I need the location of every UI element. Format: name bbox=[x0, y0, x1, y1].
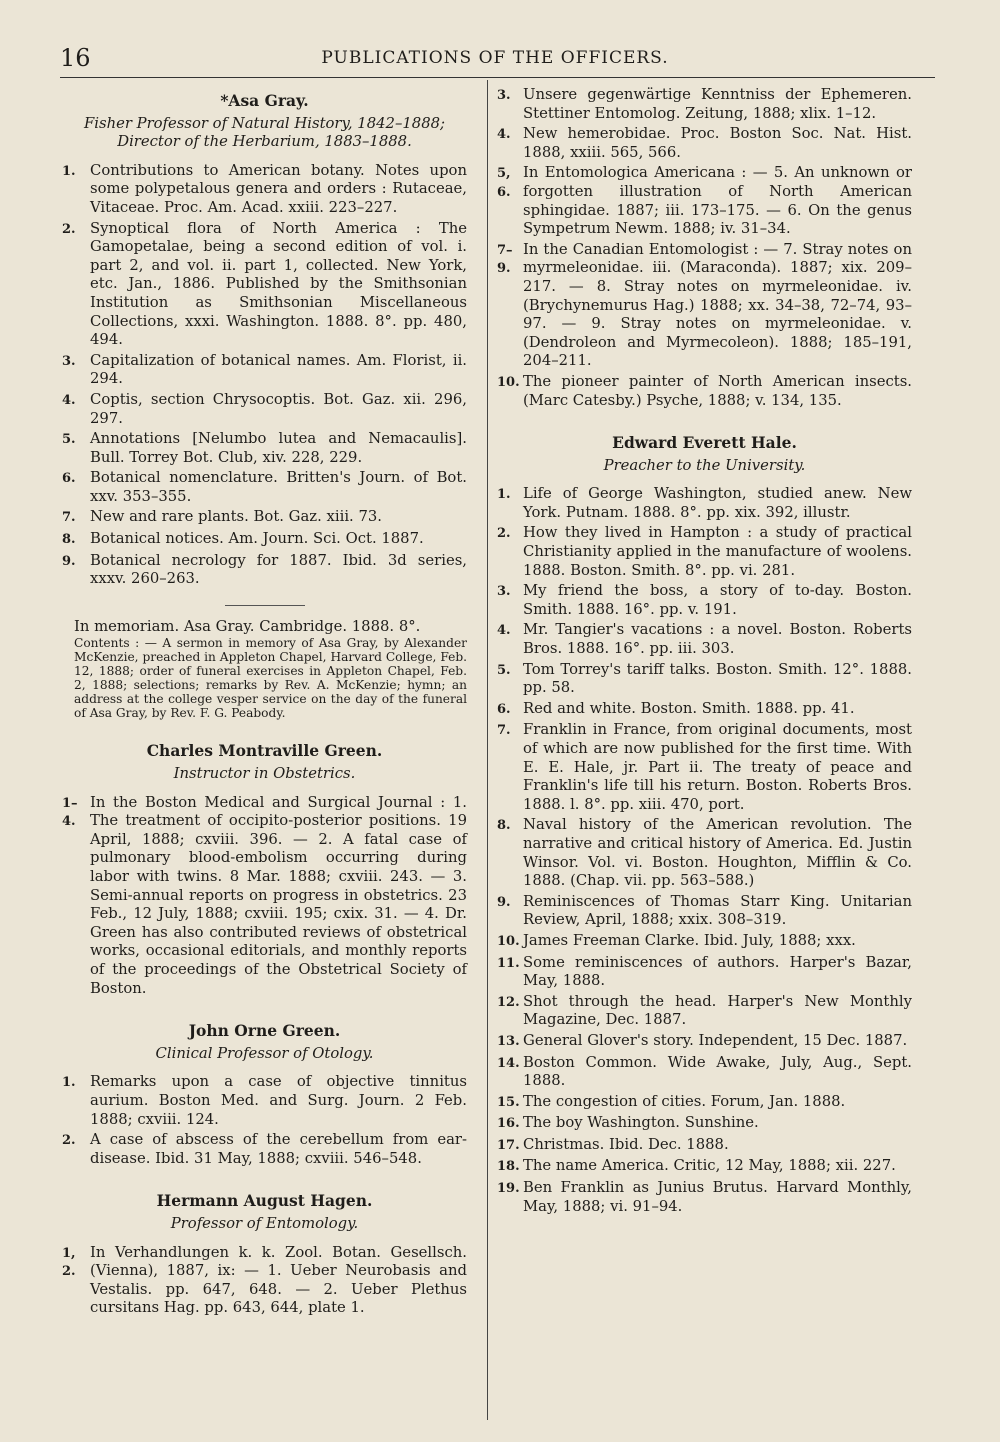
entry-text: Botanical notices. Am. Journ. Sci. Oct. 1887. bbox=[90, 530, 424, 548]
entry-number: 9. bbox=[62, 553, 76, 569]
bibliography-entry bbox=[62, 508, 467, 528]
officer-name-jogreen: John Orne Green. bbox=[188, 1021, 341, 1041]
memoriam-title: In memoriam. Asa Gray. Cambridge. 1888. 8°. bbox=[74, 617, 421, 635]
bibliography-entry bbox=[497, 661, 912, 698]
entry-number: 7–9. bbox=[497, 242, 513, 277]
bibliography-entry bbox=[497, 164, 912, 238]
entry-text: My friend the boss, a story of to-day. Boston. Smith. 1888. 16°. pp. v. 191. bbox=[523, 582, 912, 618]
entry-number: 13. bbox=[497, 1033, 520, 1049]
entry-number: 18. bbox=[497, 1159, 520, 1175]
entry-text: The name America. Critic, 12 May, 1888; xii. 227. bbox=[523, 1157, 896, 1175]
officer-role-jogreen: Clinical Professor of Otology. bbox=[155, 1044, 374, 1062]
entry-number: 6. bbox=[62, 471, 76, 487]
entry-text: Annotations [Nelumbo lutea and Nemacaulis]. Bull. Torrey Bot. Club, xiv. 228, 229. bbox=[90, 430, 467, 466]
page-header bbox=[60, 44, 930, 80]
bibliography-entry bbox=[62, 220, 467, 350]
left-column bbox=[62, 86, 467, 1320]
entry-text: James Freeman Clarke. Ibid. July, 1888; xxx. bbox=[523, 931, 856, 949]
bibliography-entry bbox=[497, 524, 912, 580]
entry-number: 7. bbox=[497, 723, 511, 739]
bibliography-entry bbox=[62, 552, 467, 589]
hagen-entries-continued bbox=[497, 86, 912, 410]
entry-text: Life of George Washington, studied anew. New York. Putnam. 1888. 8°. pp. xix. 392, illustr. bbox=[523, 485, 912, 521]
cmgreen-entries bbox=[62, 794, 467, 999]
entry-number: 12. bbox=[497, 994, 520, 1010]
memoriam-block bbox=[62, 618, 467, 721]
section-rule bbox=[225, 605, 305, 606]
entry-text: Red and white. Boston. Smith. 1888. pp. 41. bbox=[523, 699, 855, 717]
entry-number: 16. bbox=[497, 1116, 520, 1132]
running-title: PUBLICATIONS OF THE OFFICERS. bbox=[321, 48, 669, 68]
bibliography-entry bbox=[497, 700, 912, 720]
entry-text: Unsere gegenwärtige Kenntniss der Ephemeren. Stettiner Entomolog. Zeitung, 1888; xlix. 1–12. bbox=[523, 86, 912, 122]
entry-text: Naval history of the American revolution. The narrative and critical history of America. Ed. Justin Winsor. Vol. vi. Boston. Houghton, Mifflin & Co. 1888. (Chap. vii. pp. 563–588.) bbox=[523, 816, 912, 890]
entry-number: 9. bbox=[497, 894, 511, 910]
officer-role-hale: Preacher to the University. bbox=[603, 456, 806, 474]
entry-number: 2. bbox=[62, 1133, 76, 1149]
entry-text: Shot through the head. Harper's New Monthly Magazine, Dec. 1887. bbox=[523, 992, 912, 1029]
bibliography-entry bbox=[497, 582, 912, 619]
entry-number: 1. bbox=[62, 1075, 76, 1091]
entry-number: 6. bbox=[497, 701, 511, 717]
entry-text: Coptis, section Chrysocoptis. Bot. Gaz. xii. 296, 297. bbox=[90, 390, 467, 427]
bibliography-entry bbox=[497, 816, 912, 890]
hagen-entries bbox=[62, 1244, 467, 1318]
entry-text: Boston Common. Wide Awake, July, Aug., Sept. 1888. bbox=[523, 1053, 912, 1090]
entry-number: 1, 2. bbox=[62, 1245, 76, 1280]
bibliography-entry bbox=[497, 373, 912, 410]
officer-name-hagen: Hermann August Hagen. bbox=[156, 1191, 373, 1211]
entry-number: 3. bbox=[497, 584, 511, 600]
bibliography-entry bbox=[497, 241, 912, 371]
entry-text: The pioneer painter of North American insects. (Marc Catesby.) Psyche, 1888; v. 134, 135. bbox=[523, 372, 912, 409]
bibliography-entry bbox=[497, 893, 912, 930]
entry-text: Botanical nomenclature. Britten's Journ. of Bot. xxv. 353–355. bbox=[90, 469, 467, 505]
bibliography-entry bbox=[497, 485, 912, 522]
entry-text: General Glover's story. Independent, 15 Dec. 1887. bbox=[523, 1031, 908, 1049]
officer-name-hale: Edward Everett Hale. bbox=[612, 433, 797, 453]
entry-number: 2. bbox=[62, 221, 76, 237]
officer-name-gray: *Asa Gray. bbox=[220, 91, 309, 110]
entry-number: 8. bbox=[497, 818, 511, 834]
jogreen-entries bbox=[62, 1073, 467, 1168]
bibliography-entry bbox=[62, 162, 467, 218]
entry-text: In Verhandlungen k. k. Zool. Botan. Gesellsch. (Vienna), 1887, ix: — 1. Ueber Neurobasis and Vestalis. pp. 647, 648. — 2. Ueber Plethus cursitans Hag. pp. 643, 644, plate 1. bbox=[90, 1243, 467, 1317]
entry-number: 4. bbox=[497, 127, 511, 143]
hale-entries bbox=[497, 485, 912, 1216]
entry-number: 3. bbox=[497, 88, 511, 103]
officer-role-gray: Fisher Professor of Natural History, 1842–1888; Director of the Herbarium, 1883–1888. bbox=[83, 114, 446, 151]
right-column bbox=[497, 86, 912, 1218]
gray-entries bbox=[62, 162, 467, 589]
officer-role-cmgreen: Instructor in Obstetrics. bbox=[173, 765, 356, 783]
column-divider bbox=[487, 80, 488, 1420]
entry-number: 3. bbox=[62, 353, 76, 369]
entry-number: 10. bbox=[497, 374, 520, 390]
officer-name-cmgreen: Charles Montraville Green. bbox=[146, 741, 383, 761]
entry-text: In the Canadian Entomologist : — 7. Stray notes on myrmeleonidae. iii. (Maraconda). 1887; xix. 209–217. — 8. Stray notes on myrmeleonidae. iv. (Brychynemurus Hag.) 1888; xx. 34–38, 72–74, 93–97. — 9. Stray notes on myrmeleonidae. v. (Dendroleon and Myrmecoleon). 1888; 185–191, 204–211. bbox=[523, 240, 912, 370]
entry-number: 1. bbox=[497, 487, 511, 503]
entry-number: 1–4. bbox=[62, 795, 78, 830]
entry-text: Botanical necrology for 1887. Ibid. 3d series, xxxv. 260–263. bbox=[90, 551, 467, 588]
entry-text: In Entomologica Americana : — 5. An unknown or forgotten illustration of North American sphingidae. 1887; iii. 173–175. — 6. On the genus Sympetrum Newm. 1888; iv. 31–34. bbox=[523, 164, 912, 238]
entry-number: 2. bbox=[497, 526, 511, 542]
bibliography-entry bbox=[497, 1179, 912, 1216]
bibliography-entry bbox=[497, 954, 912, 991]
bibliography-entry bbox=[62, 469, 467, 506]
entry-text: New hemerobidae. Proc. Boston Soc. Nat. Hist. 1888, xxiii. 565, 566. bbox=[523, 125, 912, 161]
bibliography-entry bbox=[497, 932, 912, 952]
entry-text: Remarks upon a case of objective tinnitus aurium. Boston Med. and Surg. Journ. 2 Feb. 1888; cxviii. 124. bbox=[90, 1073, 467, 1128]
entry-text: The boy Washington. Sunshine. bbox=[523, 1114, 759, 1132]
entry-number: 7. bbox=[62, 510, 76, 526]
bibliography-entry bbox=[497, 1136, 912, 1156]
entry-number: 19. bbox=[497, 1181, 520, 1197]
bibliography-entry bbox=[62, 391, 467, 428]
bibliography-entry bbox=[497, 1032, 912, 1052]
memoriam-contents: Contents : — A sermon in memory of Asa Gray, by Alexander McKenzie, preached in Appleton Chapel, Harvard College, Feb. 12, 1888; order of funeral exercises in Appleton Chapel, Feb. 2, 1888; selections; remarks by Rev. A. McKenzie; hymn; an address at the college vesper service on the day of the funeral of Asa Gray, by Rev. F. G. Peabody. bbox=[74, 636, 467, 721]
bibliography-entry bbox=[62, 1244, 467, 1318]
entry-number: 17. bbox=[497, 1137, 520, 1153]
entry-text: Contributions to American botany. Notes upon some polypetalous genera and orders : Rutaceae, Vitaceae. Proc. Am. Acad. xxiii. 223–227. bbox=[90, 161, 467, 216]
entry-text: Tom Torrey's tariff talks. Boston. Smith. 12°. 1888. pp. 58. bbox=[523, 660, 912, 697]
entry-number: 4. bbox=[497, 623, 511, 639]
entry-text: Franklin in France, from original documents, most of which are now published for the first time. With E. E. Hale, jr. Part ii. The treaty of peace and Franklin's life till his return. Boston. Roberts Bros. 1888. l. 8°. pp. xiii. 470, port. bbox=[523, 721, 912, 813]
bibliography-entry bbox=[62, 530, 467, 550]
bibliography-entry bbox=[497, 1157, 912, 1177]
bibliography-entry bbox=[62, 794, 467, 999]
entry-number: 5. bbox=[62, 432, 76, 448]
bibliography-entry bbox=[497, 721, 912, 814]
entry-text: How they lived in Hampton : a study of practical Christianity applied in the manufacture of woolens. 1888. Boston. Smith. 8°. pp. vi. 281. bbox=[523, 524, 912, 579]
entry-text: New and rare plants. Bot. Gaz. xiii. 73. bbox=[90, 508, 382, 526]
entry-number: 15. bbox=[497, 1094, 520, 1110]
bibliography-entry bbox=[497, 993, 912, 1030]
bibliography-entry bbox=[497, 621, 912, 658]
entry-text: Christmas. Ibid. Dec. 1888. bbox=[523, 1135, 729, 1153]
entry-text: Capitalization of botanical names. Am. Florist, ii. 294. bbox=[90, 351, 467, 388]
entry-number: 10. bbox=[497, 933, 520, 949]
header-rule bbox=[60, 77, 935, 78]
bibliography-entry bbox=[62, 430, 467, 467]
entry-text: Some reminiscences of authors. Harper's Bazar, May, 1888. bbox=[523, 953, 912, 990]
entry-text: Synoptical flora of North America : The Gamopetalae, being a second edition of vol. i. part 2, and vol. ii. part 1, collected. New York, etc. Jan., 1886. Published by the Smithsonian Institution as Smithsonian Miscellaneous Collections, xxxi. Washington. 1888. 8°. pp. 480, 494. bbox=[90, 219, 467, 349]
bibliography-entry bbox=[497, 125, 912, 162]
bibliography-entry bbox=[62, 1131, 467, 1168]
entry-text: A case of abscess of the cerebellum from ear-disease. Ibid. 31 May, 1888; cxviii. 546–548. bbox=[90, 1131, 467, 1167]
entry-text: Mr. Tangier's vacations : a novel. Boston. Roberts Bros. 1888. 16°. pp. iii. 303. bbox=[523, 621, 912, 658]
entry-text: Ben Franklin as Junius Brutus. Harvard Monthly, May, 1888; vi. 91–94. bbox=[523, 1179, 912, 1215]
bibliography-entry bbox=[497, 1054, 912, 1091]
entry-text: The congestion of cities. Forum, Jan. 1888. bbox=[523, 1092, 846, 1110]
page-number: 16 bbox=[60, 44, 91, 72]
entry-number: 4. bbox=[62, 392, 76, 408]
entry-number: 5. bbox=[497, 662, 511, 678]
bibliography-entry bbox=[497, 86, 912, 123]
entry-number: 5, 6. bbox=[497, 166, 511, 200]
entry-number: 14. bbox=[497, 1055, 520, 1071]
officer-role-hagen: Professor of Entomology. bbox=[170, 1214, 359, 1232]
entry-number: 1. bbox=[62, 163, 76, 179]
entry-number: 8. bbox=[62, 532, 76, 548]
bibliography-entry bbox=[62, 1073, 467, 1129]
entry-number: 11. bbox=[497, 955, 520, 971]
entry-text: Reminiscences of Thomas Starr King. Unitarian Review, April, 1888; xxix. 308–319. bbox=[523, 892, 912, 929]
bibliography-entry bbox=[497, 1093, 912, 1113]
entry-text: In the Boston Medical and Surgical Journal : 1. The treatment of occipito-posterior positions. 19 April, 1888; cxviii. 396. — 2. A fatal case of pulmonary blood-embolism occurring during labor with twins. 8 Mar. 1888; cxviii. 243. — 3. Semi-annual reports on progress in obstetrics. 23 Feb., 12 July, 1888; cxviii. 195; cxix. 31. — 4. Dr. Green has also contributed reviews of obstetrical works, occasional editorials, and monthly reports of the proceedings of the Obstetrical Society of Boston. bbox=[90, 793, 467, 997]
bibliography-entry bbox=[62, 352, 467, 389]
bibliography-entry bbox=[497, 1114, 912, 1134]
